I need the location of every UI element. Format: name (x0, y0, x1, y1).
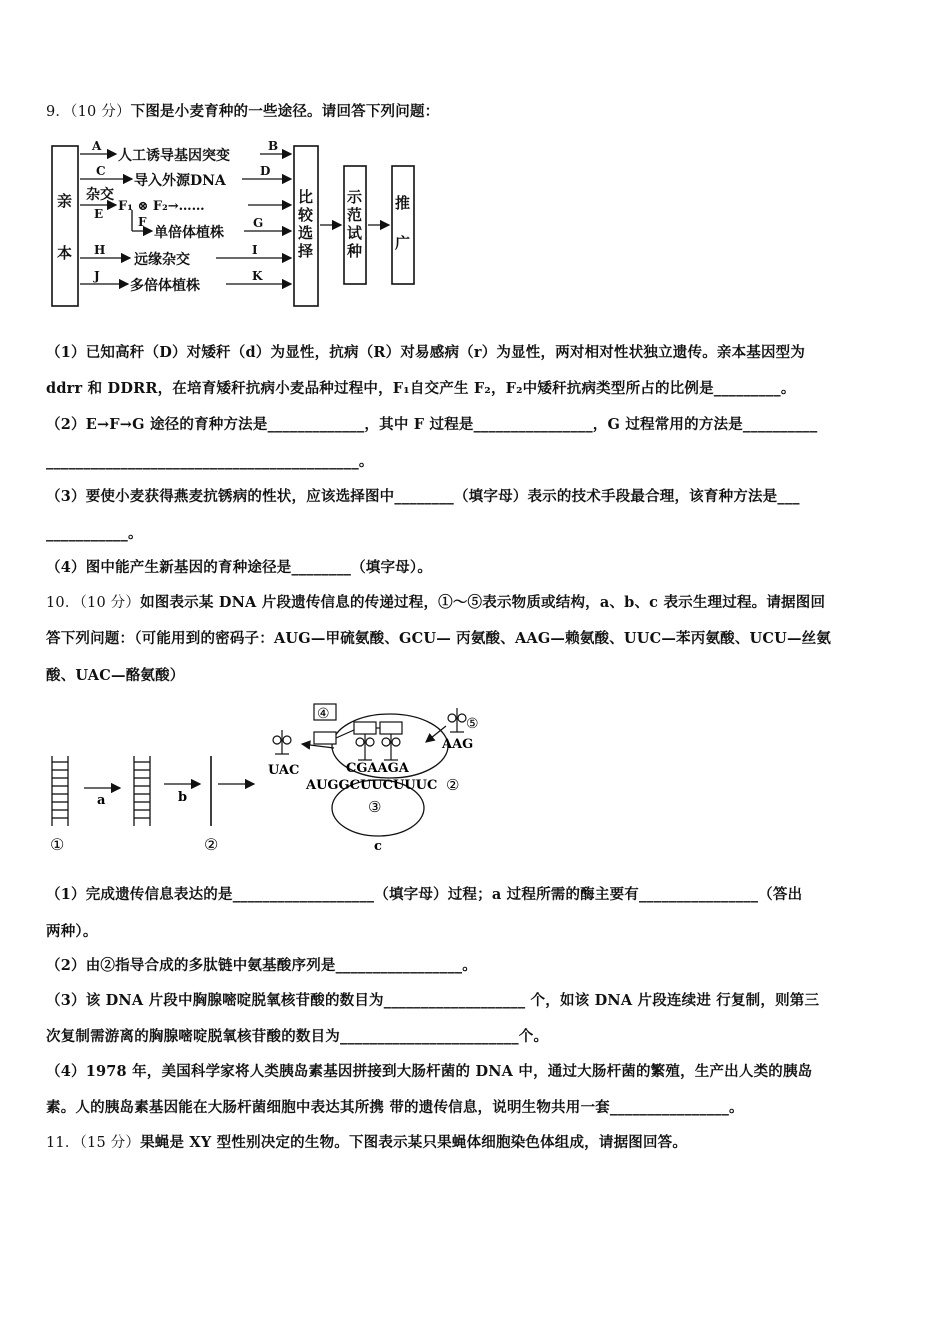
promote-box (392, 166, 414, 284)
letter-f: F (138, 215, 147, 229)
label-2: ② (204, 835, 219, 854)
q10-sub4-line1: （4）1978 年，美国科学家将人类胰岛素基因拼接到大肠杆菌的 DNA 中，通过大肠杆菌的繁殖，生产出人类的胰岛 (46, 1063, 813, 1080)
label-3: ③ (368, 798, 382, 816)
q10-sub2: （2）由②指导合成的多肽链中氨基酸序列是_________________。 (46, 957, 477, 974)
q10-gene-expression-diagram (44, 698, 494, 858)
q11-number: 11． (46, 1135, 80, 1151)
letter-k: K (252, 269, 263, 283)
trna-left-anticodon: UAC (268, 763, 300, 778)
letter-h: H (94, 243, 106, 257)
q10-sub1-line2: 两种）。 (46, 923, 98, 940)
arrow-b-label: b (178, 790, 188, 805)
q11-stem: 果蝇是 XY 型性别决定的生物。下图表示某只果蝇体细胞染色体组成，请据图回答。 (140, 1134, 688, 1151)
letter-j: J (94, 269, 100, 283)
row4-text: 单倍体植株 (154, 225, 224, 241)
q9-score: （10 分） (70, 104, 131, 120)
q11-header (46, 1132, 906, 1154)
dna-ladder-1 (52, 756, 68, 826)
q10-stem-line3: 酸、UAC—酪氨酸） (46, 667, 185, 684)
anticodon-sequence: CGAAGA (346, 761, 409, 776)
q9-header (46, 101, 906, 123)
compare-label-4: 择 (298, 242, 314, 260)
demo-label-3: 试 (347, 224, 363, 242)
trna-left (273, 730, 291, 754)
compare-label-3: 选 (298, 224, 314, 242)
q9-sub4: （4）图中能产生新基因的育种途径是________（填字母）。 (46, 559, 433, 576)
row1-text: 人工诱导基因突变 (118, 148, 230, 164)
demo-label-4: 种 (347, 242, 363, 260)
q9-sub1-line1: （1）已知高秆（D）对矮秆（d）为显性，抗病（R）对易感病（r）为显性，两对相对性状独立遗传。亲本基因型为 (46, 344, 806, 361)
row6-text: 多倍体植株 (130, 278, 200, 294)
peptide-chain (314, 722, 402, 744)
trna-right-anticodon: AAG (442, 737, 474, 752)
arrow-a-label: a (97, 793, 106, 808)
letter-d: D (260, 164, 271, 178)
label-5: ⑤ (466, 716, 479, 732)
letter-i: I (252, 243, 258, 257)
letter-e: E (94, 207, 104, 221)
trna-right (448, 708, 466, 732)
demo-label-1: 示 (347, 188, 363, 206)
letter-a: A (92, 139, 102, 153)
compare-label-1: 比 (298, 188, 314, 206)
trna-in-ribosome (356, 734, 400, 760)
q9-stem: 下图是小麦育种的一些途径。请回答下列问题： (130, 103, 440, 120)
q11-score: （15 分） (79, 1135, 141, 1151)
demo-label-2: 范 (347, 206, 363, 224)
q9-sub2-line2: __________________________________________。 (46, 453, 374, 470)
q9-sub3-line1: （3）要使小麦获得燕麦抗锈病的性状，应该选择图中________（填字母）表示的技术手段最合理，该育种方法是___ (46, 488, 800, 505)
label-1: ① (50, 835, 65, 854)
q10-stem-line1: 如图表示某 DNA 片段遗传信息的传递过程，①～⑤表示物质或结构，a、b、c 表示生理过程。请据图回 (140, 594, 826, 611)
q10-sub1-line1: （1）完成遗传信息表达的是___________________（填字母）过程；a 过程所需的酶主要有________________（答出 (46, 886, 803, 903)
q10-score: （10 分） (79, 595, 141, 611)
parent-label-1: 亲 (57, 192, 73, 210)
letter-c: C (96, 164, 106, 178)
row3-text: F₁ ⊗ F₂→…… (118, 199, 205, 214)
parent-box (52, 146, 78, 306)
letter-g: G (253, 216, 264, 230)
promote-label-2: 广 (395, 234, 411, 252)
q9-sub2-line1: （2）E→F→G 途径的育种方法是_____________，其中 F 过程是________________，G 过程常用的方法是__________ (46, 416, 818, 433)
q10-sub3-line2: 次复制需游离的胸腺嘧啶脱氧核苷酸的数目为________________________个。 (46, 1028, 549, 1045)
row3-cross: 杂交 (86, 187, 114, 203)
promote-label-1: 推 (395, 194, 411, 212)
row2-text: 导入外源DNA (134, 173, 226, 189)
q10-stem-line2: 答下列问题：（可能用到的密码子：AUG—甲硫氨酸、GCU— 丙氨酸、AAG—赖氨酸、UUC—苯丙氨酸、UCU—丝氨 (46, 630, 832, 647)
compare-label-2: 较 (298, 206, 314, 224)
mrna-sequence: AUGGCUUCUUUC (306, 778, 438, 793)
q9-sub1-line2: ddrr 和 DDRR，在培育矮秆抗病小麦品种过程中，F₁自交产生 F₂，F₂中矮秆抗病类型所占的比例是_________。 (46, 380, 796, 397)
q10-sub3-line1: （3）该 DNA 片段中胸腺嘧啶脱氧核苷酸的数目为___________________ 个，如该 DNA 片段连续进 行复制，则第三 (46, 992, 820, 1009)
row5-text: 远缘杂交 (134, 252, 190, 268)
q9-number: 9． (46, 104, 71, 120)
parent-label-2: 本 (57, 244, 73, 262)
process-c-label: c (374, 839, 382, 854)
q10-number: 10． (46, 595, 80, 611)
q10-header (46, 592, 906, 614)
letter-b: B (268, 139, 279, 153)
label-2-right: ② (446, 776, 460, 794)
q9-sub3-line2: ___________。 (46, 525, 143, 542)
q9-breeding-diagram (48, 136, 428, 312)
dna-ladder-2 (134, 756, 150, 826)
q10-sub4-line2: 素。人的胰岛素基因能在大肠杆菌细胞中表达其所携 带的遗传信息，说明生物共用一套________________。 (46, 1099, 744, 1116)
label-4: ④ (317, 706, 330, 722)
